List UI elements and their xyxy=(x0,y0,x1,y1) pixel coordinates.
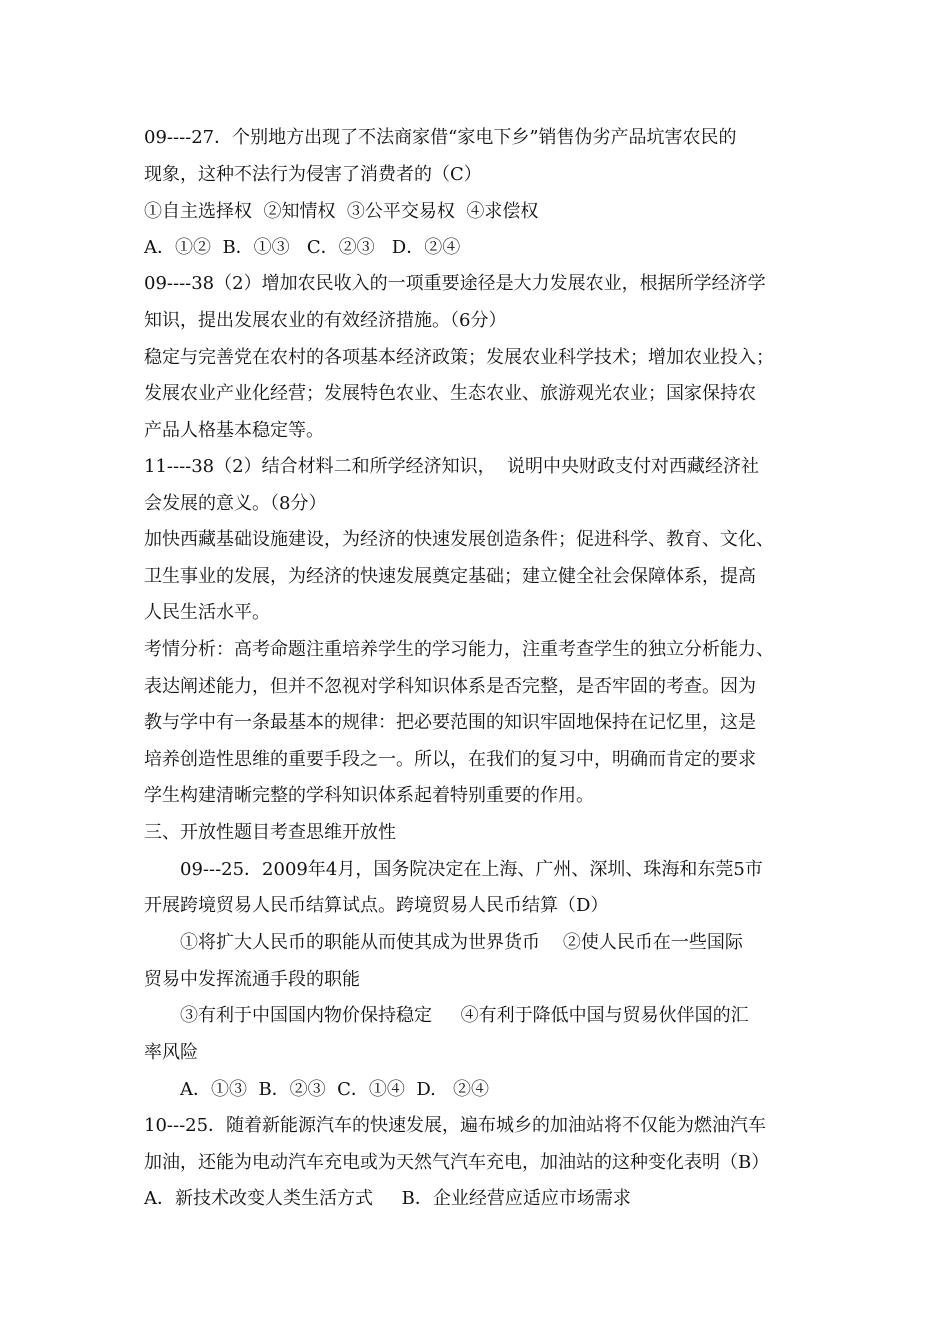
analysis-line-4: 培养创造性思维的重要手段之一。所以，在我们的复习中，明确而肯定的要求 xyxy=(144,749,756,770)
section-heading-3: 三、开放性题目考查思维开放性 xyxy=(144,822,396,843)
analysis-line-1: 考情分析：高考命题注重培养学生的学习能力，注重考查学生的独立分析能力、 xyxy=(144,639,774,660)
answer-11-38-line-2: 卫生事业的发展，为经济的快速发展奠定基础；建立健全社会保障体系，提高 xyxy=(144,566,756,587)
question-09-38-stem-line-1: 09----38（2）增加农民收入的一项重要途径是大力发展农业，根据所学经济学 xyxy=(144,273,766,294)
question-11-38-stem-line-2: 会发展的意义。（8分） xyxy=(144,493,327,514)
analysis-line-2: 表达阐述能力，但并不忽视对学科知识体系是否完整，是否牢固的考查。因为 xyxy=(144,676,756,697)
question-11-38-stem-line-1: 11----38（2）结合材料二和所学经济知识， 说明中央财政支付对西藏经济社 xyxy=(144,456,760,477)
question-10-25-stem-line-1: 10---25．随着新能源汽车的快速发展，遍布城乡的加油站将不仅能为燃油汽车 xyxy=(144,1115,767,1136)
answer-09-38-line-3: 产品人格基本稳定等。 xyxy=(144,420,324,441)
question-10-25-choices: A．新技术改变人类生活方式 B．企业经营应适应市场需求 xyxy=(144,1188,631,1209)
question-10-25-stem-line-2: 加油，还能为电动汽车充电或为天然气汽车充电，加油站的这种变化表明（B） xyxy=(144,1152,770,1173)
question-09-27-stem-line-1: 09----27．个别地方出现了不法商家借“家电下乡”销售伪劣产品坑害农民的 xyxy=(144,127,737,148)
question-09-27-choices: A．①② B．①③ C．②③ D．②④ xyxy=(144,237,461,258)
question-09-25-option-2-cont: 贸易中发挥流通手段的职能 xyxy=(144,969,360,990)
answer-09-38-line-1: 稳定与完善党在农村的各项基本经济政策；发展农业科学技术；增加农业投入； xyxy=(144,347,774,368)
answer-11-38-line-3: 人民生活水平。 xyxy=(144,602,270,623)
question-09-27-stem-line-2: 现象，这种不法行为侵害了消费者的（C） xyxy=(144,164,482,185)
answer-11-38-line-1: 加快西藏基础设施建设，为经济的快速发展创造条件；促进科学、教育、文化、 xyxy=(144,529,774,550)
question-09-25-option-1-2: ①将扩大人民币的职能从而使其成为世界货币 ②使人民币在一些国际 xyxy=(180,932,743,953)
question-09-38-stem-line-2: 知识，提出发展农业的有效经济措施。（6分） xyxy=(144,310,507,331)
question-09-25-option-3-4: ③有利于中国国内物价保持稳定 ④有利于降低中国与贸易伙伴国的汇 xyxy=(180,1005,749,1026)
question-09-25-choices: A．①③ B．②③ C．①④ D. ②④ xyxy=(180,1079,490,1100)
question-09-25-stem-line-2: 开展跨境贸易人民币结算试点。跨境贸易人民币结算（D） xyxy=(144,895,609,916)
analysis-line-5: 学生构建清晰完整的学科知识体系起着特别重要的作用。 xyxy=(144,785,594,806)
question-09-25-stem-line-1: 09---25．2009年4月，国务院决定在上海、广州、深圳、珠海和东莞5市 xyxy=(180,859,763,880)
answer-09-38-line-2: 发展农业产业化经营；发展特色农业、生态农业、旅游观光农业；国家保持农 xyxy=(144,383,756,404)
analysis-line-3: 教与学中有一条最基本的规律：把必要范围的知识牢固地保持在记忆里，这是 xyxy=(144,712,756,733)
question-09-25-option-4-cont: 率风险 xyxy=(144,1042,198,1063)
question-09-27-options: ①自主选择权 ②知情权 ③公平交易权 ④求偿权 xyxy=(144,201,539,222)
